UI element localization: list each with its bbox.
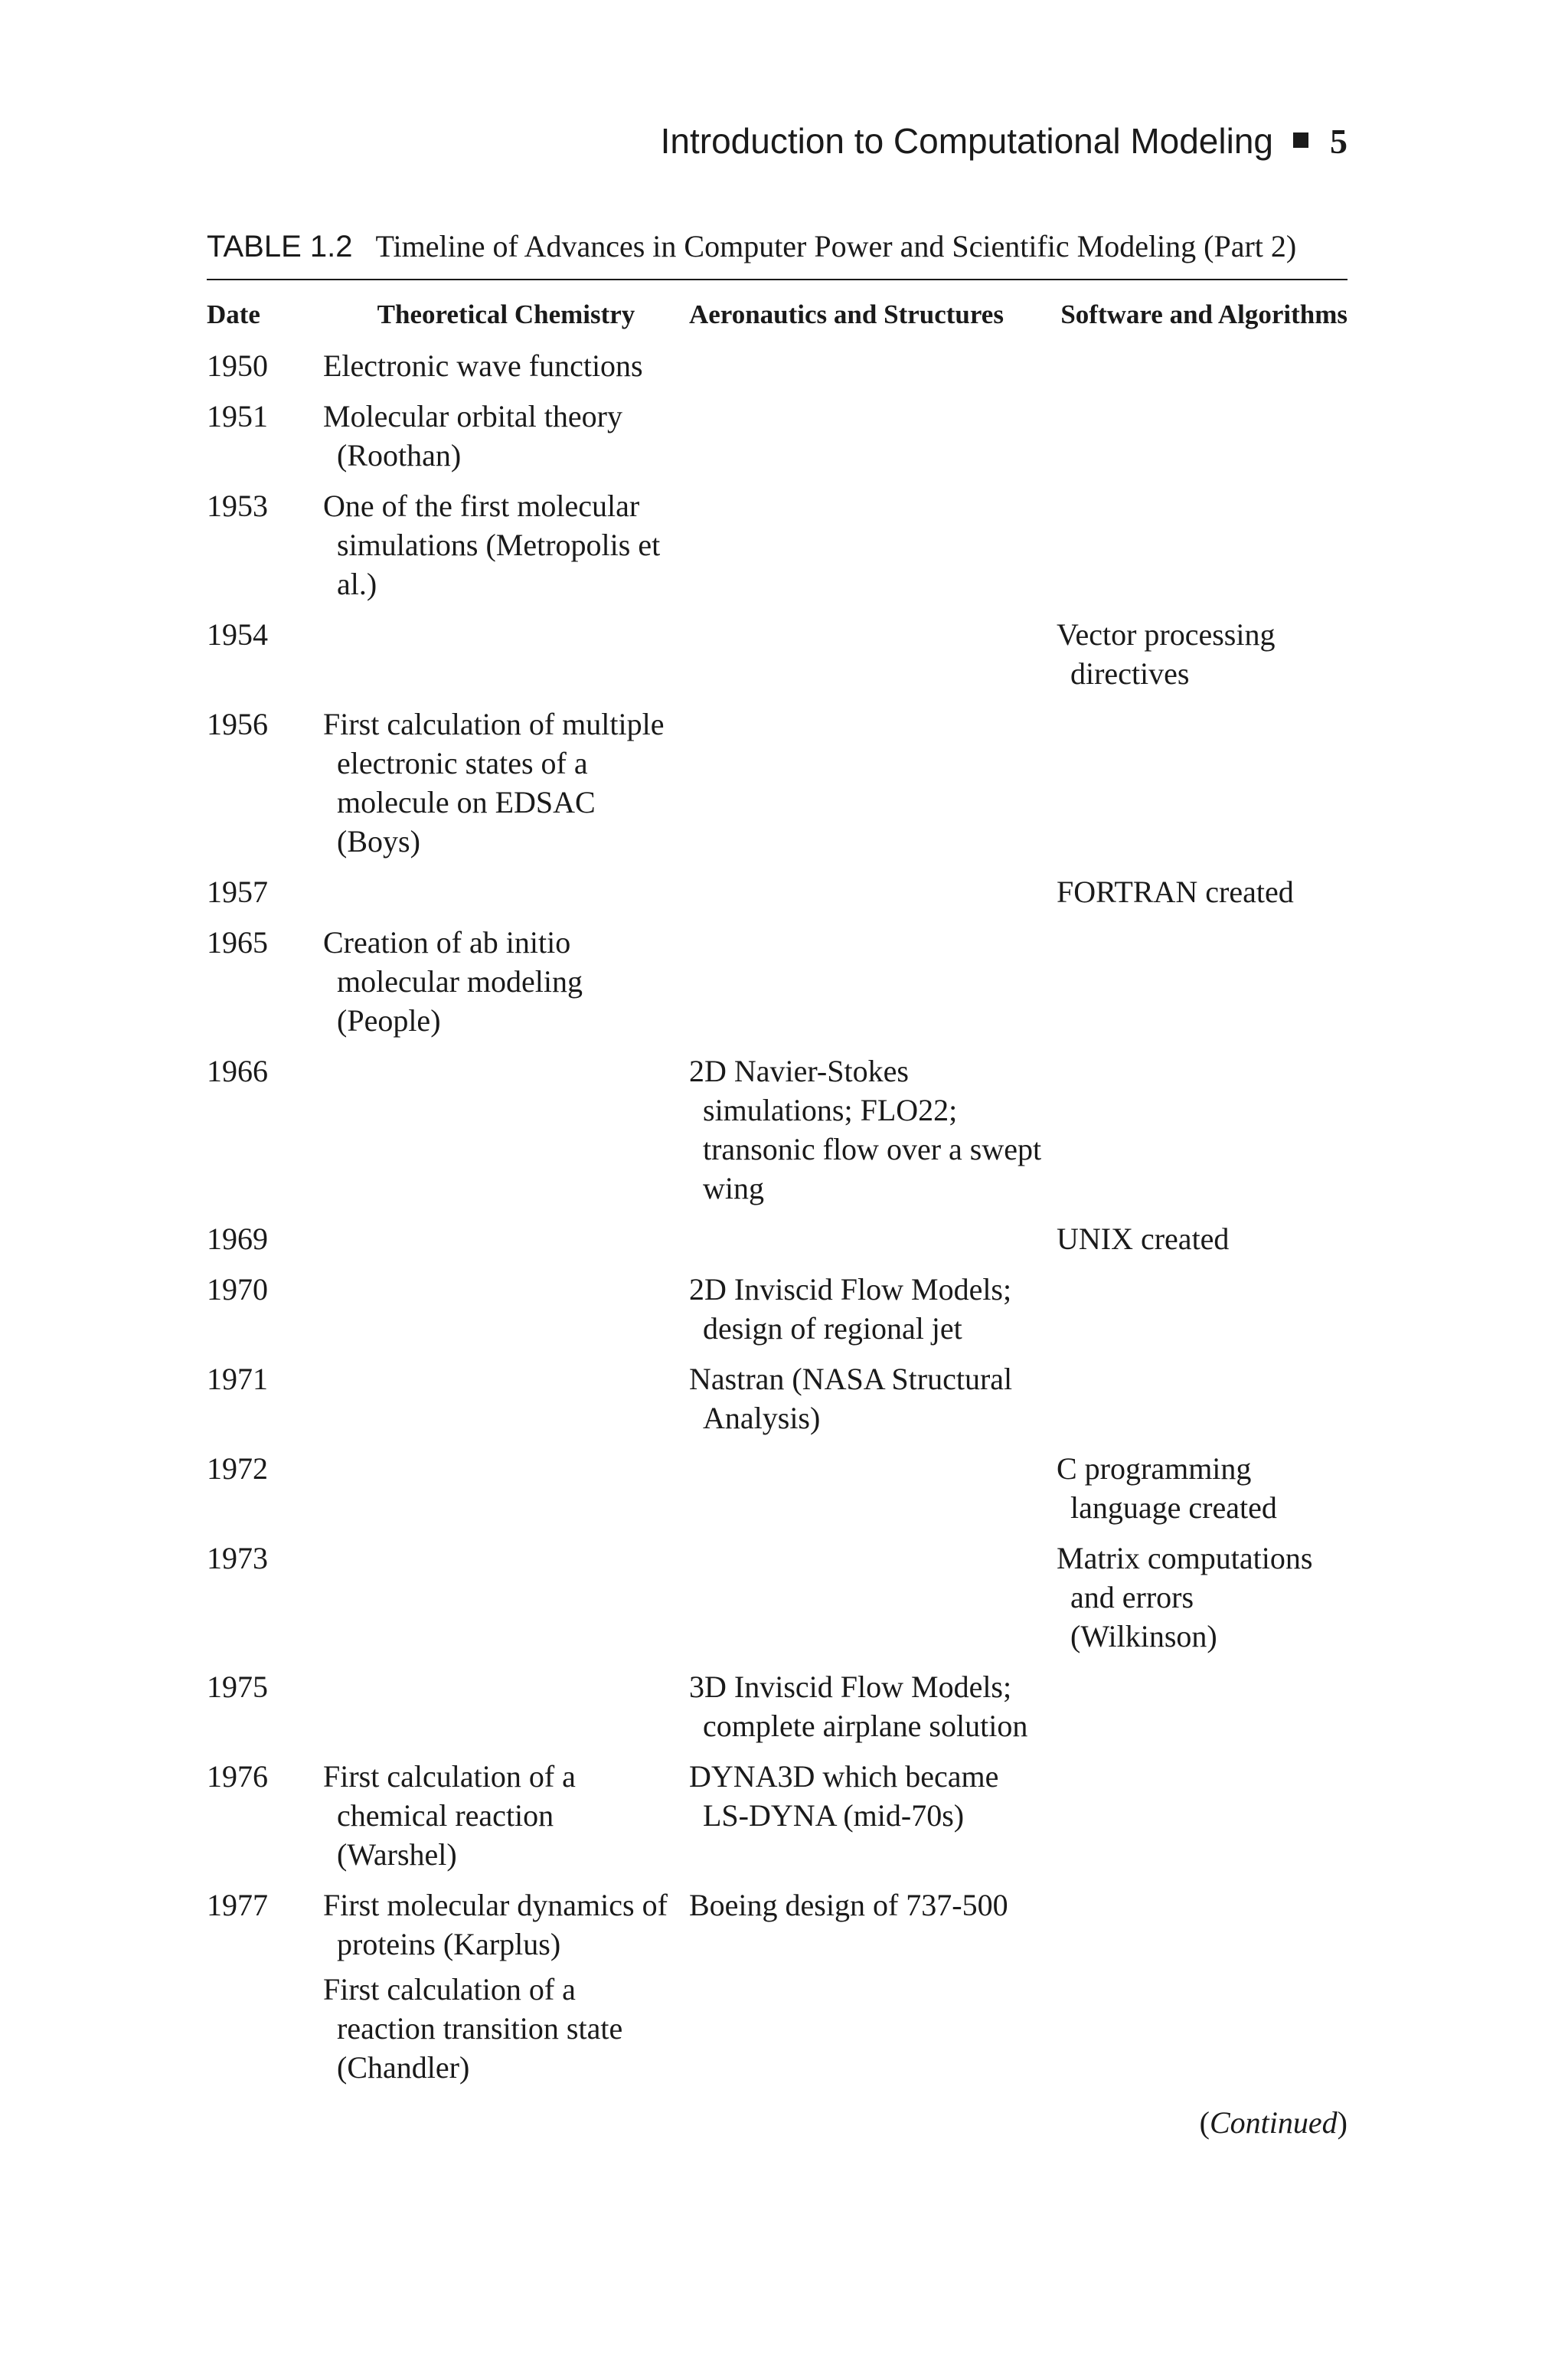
square-bullet-icon bbox=[1293, 132, 1308, 148]
cell-aeronautics bbox=[689, 392, 1057, 482]
running-head bbox=[661, 116, 1348, 166]
row-date: 1966 bbox=[207, 1054, 268, 1088]
row-date: 1951 bbox=[207, 399, 268, 433]
column-header-chemistry: Theoretical Chemistry bbox=[377, 299, 635, 329]
cell-software bbox=[1057, 700, 1348, 868]
column-header-software: Software and Algorithms bbox=[1060, 299, 1348, 329]
row-date: 1973 bbox=[207, 1541, 268, 1575]
row-date: 1971 bbox=[207, 1362, 268, 1396]
page-number: 5 bbox=[1330, 122, 1348, 161]
chemistry-entry: Molecular orbital theory (Roothan) bbox=[323, 399, 622, 473]
cell-chemistry bbox=[323, 342, 689, 392]
cell-aeronautics bbox=[689, 1663, 1057, 1752]
chemistry-entry: First calculation of a reaction transition state (Chandler) bbox=[323, 1972, 623, 2085]
cell-software bbox=[1057, 392, 1348, 482]
aeronautics-entry: 2D Inviscid Flow Models; design of regional jet bbox=[689, 1272, 1012, 1346]
cell-chemistry bbox=[323, 700, 689, 868]
cell-aeronautics bbox=[689, 342, 1057, 392]
chemistry-entry: First molecular dynamics of proteins (Karplus) bbox=[323, 1888, 668, 1961]
cell-chemistry bbox=[323, 1265, 689, 1355]
cell-aeronautics bbox=[689, 1265, 1057, 1355]
table-row bbox=[207, 1444, 1348, 1534]
cell-aeronautics bbox=[689, 1047, 1057, 1215]
cell-chemistry bbox=[323, 868, 689, 918]
cell-software bbox=[1057, 868, 1348, 918]
table-body bbox=[207, 342, 1348, 2094]
column-header-aeronautics: Aeronautics and Structures bbox=[689, 299, 1004, 329]
table-header-row bbox=[207, 286, 1348, 342]
cell-aeronautics bbox=[689, 1355, 1057, 1444]
chemistry-entry: One of the first molecular simulations (Metropolis et al.) bbox=[323, 489, 661, 601]
cell-software bbox=[1057, 1215, 1348, 1265]
cell-software bbox=[1057, 1444, 1348, 1534]
cell-aeronautics bbox=[689, 700, 1057, 868]
row-date: 1956 bbox=[207, 707, 268, 741]
continued-note: (Continued) bbox=[1199, 2105, 1348, 2140]
row-date: 1975 bbox=[207, 1670, 268, 1704]
table-row bbox=[207, 1265, 1348, 1355]
cell-software bbox=[1057, 1534, 1348, 1663]
row-date: 1972 bbox=[207, 1451, 268, 1486]
continued-text: Continued bbox=[1210, 2105, 1338, 2140]
cell-aeronautics bbox=[689, 868, 1057, 918]
table-row bbox=[207, 482, 1348, 610]
cell-chemistry bbox=[323, 1752, 689, 1881]
aeronautics-entry: Boeing design of 737-500 bbox=[689, 1888, 1008, 1922]
table-row bbox=[207, 1047, 1348, 1215]
cell-chemistry bbox=[323, 482, 689, 610]
table-row bbox=[207, 1752, 1348, 1881]
software-entry: FORTRAN created bbox=[1057, 875, 1294, 909]
table-row bbox=[207, 610, 1348, 700]
cell-chemistry bbox=[323, 1355, 689, 1444]
cell-aeronautics bbox=[689, 1215, 1057, 1265]
chemistry-entry: Creation of ab initio molecular modeling (People) bbox=[323, 925, 583, 1038]
cell-aeronautics bbox=[689, 918, 1057, 1047]
cell-chemistry bbox=[323, 1534, 689, 1663]
cell-software bbox=[1057, 1881, 1348, 2094]
cell-aeronautics bbox=[689, 1881, 1057, 2094]
table-label: TABLE 1.2 bbox=[207, 230, 353, 263]
cell-software bbox=[1057, 1265, 1348, 1355]
aeronautics-entry: DYNA3D which became LS-DYNA (mid-70s) bbox=[689, 1759, 999, 1833]
row-date: 1970 bbox=[207, 1272, 268, 1307]
cell-chemistry bbox=[323, 1881, 689, 2094]
row-date: 1965 bbox=[207, 925, 268, 960]
cell-software bbox=[1057, 482, 1348, 610]
table-row bbox=[207, 392, 1348, 482]
cell-chemistry bbox=[323, 1444, 689, 1534]
table-row bbox=[207, 700, 1348, 868]
cell-software bbox=[1057, 1355, 1348, 1444]
cell-chemistry bbox=[323, 1215, 689, 1265]
software-entry: Vector processing directives bbox=[1057, 617, 1276, 691]
table-row bbox=[207, 1534, 1348, 1663]
timeline-table bbox=[207, 286, 1348, 2094]
software-entry: Matrix computations and errors (Wilkinson) bbox=[1057, 1541, 1313, 1653]
row-date: 1957 bbox=[207, 875, 268, 909]
software-entry: UNIX created bbox=[1057, 1222, 1230, 1256]
cell-chemistry bbox=[323, 610, 689, 700]
table-row bbox=[207, 1215, 1348, 1265]
cell-chemistry bbox=[323, 392, 689, 482]
software-entry: C programming language created bbox=[1057, 1451, 1277, 1525]
cell-aeronautics bbox=[689, 1444, 1057, 1534]
row-date: 1977 bbox=[207, 1888, 268, 1922]
cell-chemistry bbox=[323, 918, 689, 1047]
row-date: 1953 bbox=[207, 489, 268, 523]
cell-software bbox=[1057, 342, 1348, 392]
aeronautics-entry: Nastran (NASA Structural Analysis) bbox=[689, 1362, 1013, 1435]
row-date: 1969 bbox=[207, 1222, 268, 1256]
table-row bbox=[207, 1663, 1348, 1752]
cell-aeronautics bbox=[689, 1752, 1057, 1881]
cell-chemistry bbox=[323, 1047, 689, 1215]
table-row bbox=[207, 918, 1348, 1047]
aeronautics-entry: 3D Inviscid Flow Models; complete airplane solution bbox=[689, 1670, 1028, 1743]
table-row bbox=[207, 868, 1348, 918]
cell-aeronautics bbox=[689, 1534, 1057, 1663]
column-header-date: Date bbox=[207, 299, 260, 329]
cell-software bbox=[1057, 1047, 1348, 1215]
table-caption bbox=[207, 224, 1348, 280]
chemistry-entry: First calculation of a chemical reaction (Warshel) bbox=[323, 1759, 576, 1872]
table-row bbox=[207, 1355, 1348, 1444]
table-title: Timeline of Advances in Computer Power and Scientific Modeling (Part 2) bbox=[375, 229, 1297, 263]
cell-aeronautics bbox=[689, 482, 1057, 610]
running-head-title: Introduction to Computational Modeling bbox=[660, 121, 1273, 161]
chemistry-entry: First calculation of multiple electronic states of a molecule on EDSAC (Boys) bbox=[323, 707, 665, 859]
table-container bbox=[207, 224, 1348, 2143]
table-row bbox=[207, 1881, 1348, 2094]
cell-software bbox=[1057, 1663, 1348, 1752]
cell-software bbox=[1057, 918, 1348, 1047]
chemistry-entry: Electronic wave functions bbox=[323, 348, 643, 383]
row-date: 1976 bbox=[207, 1759, 268, 1794]
row-date: 1954 bbox=[207, 617, 268, 652]
cell-software bbox=[1057, 1752, 1348, 1881]
cell-aeronautics bbox=[689, 610, 1057, 700]
row-date: 1950 bbox=[207, 348, 268, 383]
aeronautics-entry: 2D Navier-Stokes simulations; FLO22; transonic flow over a swept wing bbox=[689, 1054, 1042, 1205]
table-row bbox=[207, 342, 1348, 392]
cell-chemistry bbox=[323, 1663, 689, 1752]
cell-software bbox=[1057, 610, 1348, 700]
